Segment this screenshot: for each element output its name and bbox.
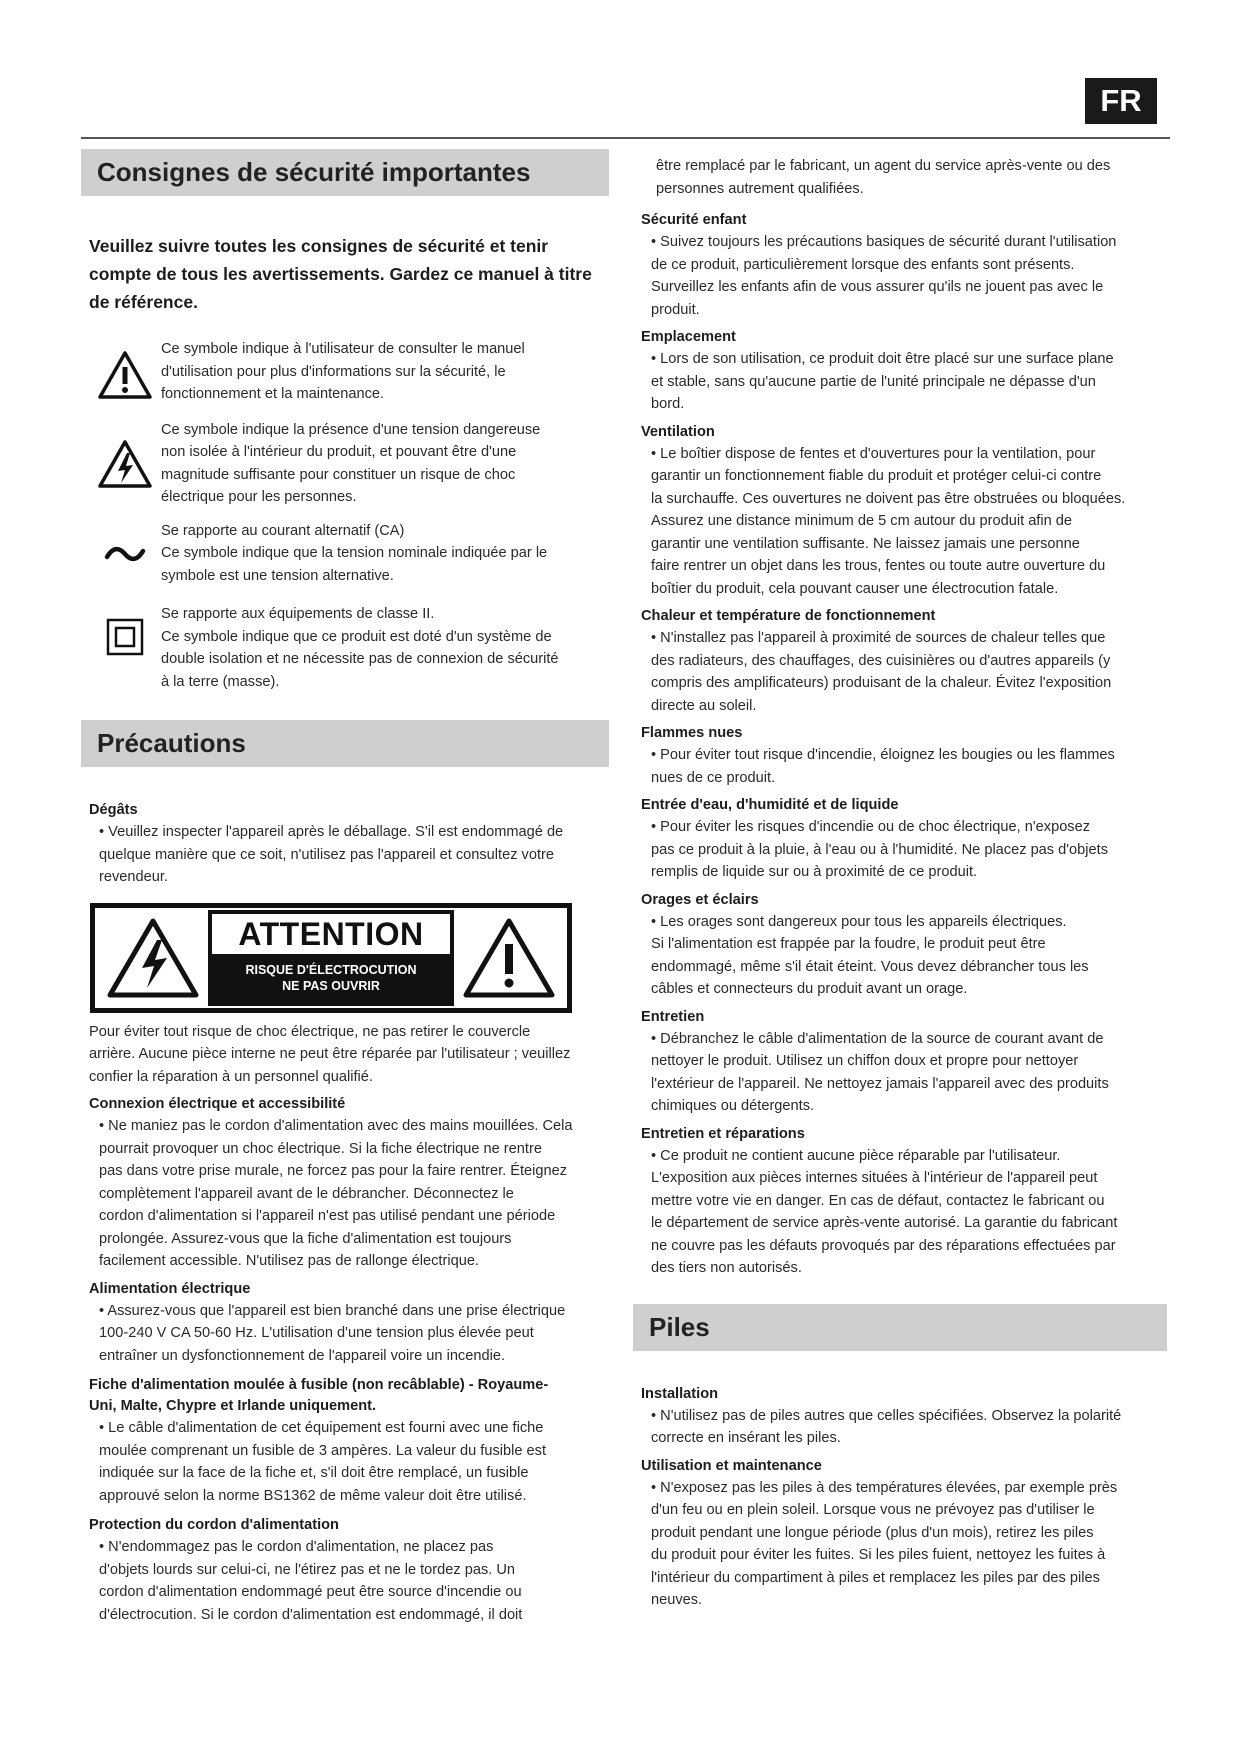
piles-heading: Piles (633, 1304, 1167, 1351)
degats-text: • Veuillez inspecter l'appareil après le déballage. S'il est endommagé de quelque manière que ce soit, n'utilisez pas l'appareil et consultez votre revendeur. (99, 824, 564, 885)
degats-title: Dégâts (89, 802, 138, 818)
attention-center (208, 910, 454, 1006)
connexion-title: Connexion électrique et accessibilité (89, 1096, 346, 1112)
attention-title: ATTENTION (238, 915, 424, 952)
protection-title: Protection du cordon d'alimentation (89, 1517, 339, 1533)
tilde-ac-icon (103, 542, 147, 566)
double-square-icon (105, 617, 145, 657)
alimentation-title: Alimentation électrique (89, 1280, 251, 1297)
eau-title: Entrée d'eau, d'humidité et de liquide (641, 797, 899, 813)
reparations-text: • Ce produit ne contient aucune pièce réparable par l'utilisateur. L'exposition aux pièces internes situées à l'intérieur de l'appareil peut mettre votre vie en danger. En cas de défaut, contactez le fabricant ou le département de service après-vente autorisé. La garantie du fabricant ne couvre pas les défauts provoqués par des réparations effectuées par des tiers non autorisés. (651, 1147, 1118, 1276)
installation-text: • N'utilisez pas de piles autres que celles spécifiées. Observez la polarité correcte en insérant les piles. (651, 1407, 1122, 1446)
attention-subtitle: RISQUE D'ÉLECTROCUTION NE PAS OUVRIR (212, 954, 450, 1002)
symbol-text-voltage: Ce symbole indique la présence d'une tension dangereuse non isolée à l'intérieur du produit, et pouvant être d'une magnitude suffisante pour constituer un risque de choc électrique pour les personnes. (161, 421, 541, 505)
chaleur-text: • N'installez pas l'appareil à proximité de sources de chaleur telles que des radiateurs, des chauffages, des cuisinières ou d'autres appareils (y compris des amplificateurs) produisant de la chaleur. Évitez l'exposition directe au soleil. (651, 630, 1112, 714)
ventilation-text: • Le boîtier dispose de fentes et d'ouvertures pour la ventilation, pour garantir un fonctionnement fiable du produit et protéger celui-ci contre la surchauffe. Ces ouvertures ne doivent pas être obstruées ou bloquées. Assurez une distance minimum de 5 cm autour du produit afin de garantir une ventilation suffisante. Ne laissez jamais une personne faire rentrer un objet dans les trous, fentes ou toute autre ouverture du boîtier du produit, cela pouvant causer une électrocution fatale. (651, 445, 1126, 597)
ventilation-title: Ventilation (641, 423, 715, 440)
utilisation-title: Utilisation et maintenance (641, 1457, 822, 1474)
reparations-title: Entretien et réparations (641, 1125, 805, 1142)
orages-text: • Les orages sont dangereux pour tous les appareils électriques. Si l'alimentation est frappée par la foudre, le produit peut être endommagé, même s'il était éteint. Vous devez débrancher tous les câbles et connecteurs du produit avant un orage. (651, 913, 1089, 997)
warning-triangle-icon (97, 350, 153, 400)
eau-text: • Pour éviter les risques d'incendie ou de choc électrique, n'exposez pas ce produit à la pluie, à l'eau ou à l'humidité. Ne placez pas d'objets remplis de liquide sur ou à proximité de ce produit. (651, 819, 1108, 880)
entretien-text: • Débranchez le câble d'alimentation de la source de courant avant de nettoyer le produit. Utilisez un chiffon doux et propre pour nettoyer l'extérieur de l'appareil. Ne nettoyez jamais l'appareil avec des produits chimiques ou détergents. (651, 1030, 1109, 1114)
flammes-text: • Pour éviter tout risque d'incendie, éloignez les bougies ou les flammes nues de ce produit. (651, 747, 1115, 786)
fiche-title: Fiche d'alimentation moulée à fusible (non recâblable) - Royaume- Uni, Malte, Chypre et Irlande uniquement. (89, 1377, 549, 1414)
emplacement-text: • Lors de son utilisation, ce produit doit être placé sur une surface plane et stable, sans qu'aucune partie de l'unité principale ne dépasse d'un bord. (651, 351, 1114, 412)
enfant-title: Sécurité enfant (641, 212, 747, 228)
lightning-triangle-icon (97, 439, 153, 489)
language-badge: FR (1085, 78, 1157, 124)
symbol-row-class2 (89, 603, 609, 693)
symbol-row-manual (89, 338, 609, 406)
attention-note: Pour éviter tout risque de choc électrique, ne pas retirer le couvercle arrière. Aucune pièce interne ne peut être réparée par l'utilisateur ; veuillez confier la réparation à un personnel qualifié. (89, 1023, 571, 1085)
left-column (81, 149, 609, 1626)
utilisation-text: • N'exposez pas les piles à des températures élevées, par exemple près d'un feu ou en plein soleil. Lorsque vous ne prévoyez pas d'utiliser le produit pendant une longue période (plus d'un mois), retirez les piles du produit pour éviter les fuites. Si les piles fuient, nettoyez les fuites à l'intérieur du compartiment à piles et remplacez les piles par des piles neuves. (651, 1479, 1118, 1608)
connexion-text: • Ne maniez pas le cordon d'alimentation avec des mains mouillées. Cela pourrait provoquer un choc électrique. Si la fiche électrique ne rentre pas dans votre prise murale, ne forcez pas pour la faire rentrer. Éteignez complètement l'appareil avant de le débrancher. Déconnectez le cordon d'alimentation si l'appareil n'est pas utilisé pendant une période prolongée. Assurez-vous que la fiche d'alimentation est toujours facilement accessible. N'utilisez pas de rallonge électrique. (99, 1118, 573, 1269)
symbol-text-ac: Se rapporte au courant alternatif (CA) Ce symbole indique que la tension nominale indiquée par le symbole est une tension alternative. (161, 522, 548, 584)
symbol-text-manual: Ce symbole indique à l'utilisateur de consulter le manuel d'utilisation pour plus d'informations sur la sécurité, le fonctionnement et la maintenance. (161, 341, 525, 402)
enfant-text: • Suivez toujours les précautions basiques de sécurité durant l'utilisation de ce produit, particulièrement lorsque des enfants sont présents. Surveillez les enfants afin de vous assurer qu'ils ne jouent pas avec le produit. (651, 234, 1117, 318)
chaleur-title: Chaleur et température de fonctionnement (641, 608, 936, 624)
alimentation-text: • Assurez-vous que l'appareil est bien branché dans une prise électrique 100-240 V CA 50-60 Hz. L'utilisation d'une tension plus élevée peut entraîner un dysfonctionnement de l'appareil voire un incendie. (99, 1302, 566, 1364)
emplacement-title: Emplacement (641, 329, 736, 345)
precautions-heading: Précautions (81, 720, 609, 767)
attention-label (90, 903, 572, 1013)
protection-text: • N'endommagez pas le cordon d'alimentation, ne placez pas d'objets lourds sur celui-ci, ne l'étirez pas et ne le tordez pas. Un cordon d'alimentation endommagé peut être source d'incendie ou d'électrocution. Si le cordon d'alimentation est endommagé, il doit (99, 1539, 523, 1623)
fiche-text: • Le câble d'alimentation de cet équipement est fourni avec une fiche moulée comprenant un fusible de 3 ampères. La valeur du fusible est indiquée sur la face de la fiche et, s'il doit être remplacé, un fusible approuvé selon la norme BS1362 de même valeur doit être utilisé. (99, 1420, 546, 1504)
orages-title: Orages et éclairs (641, 891, 759, 908)
installation-title: Installation (641, 1385, 719, 1402)
protection-continued: être remplacé par le fabricant, un agent du service après-vente ou des personnes autrement qualifiées. (656, 158, 1111, 197)
lightning-warning-icon (105, 916, 201, 1000)
safety-heading: Consignes de sécurité importantes (81, 149, 609, 196)
exclamation-warning-icon (461, 916, 557, 1000)
intro-text: Veuillez suivre toutes les consignes de sécurité et tenir compte de tous les avertissements. Gardez ce manuel à titre de référence. (89, 236, 592, 312)
right-column (633, 149, 1167, 1612)
symbol-row-voltage (89, 419, 609, 509)
symbol-text-class2: Se rapporte aux équipements de classe II. Ce symbole indique que ce produit est doté d'un système de double isolation et ne nécessite pas de connexion de sécurité à la terre (masse). (161, 606, 559, 690)
entretien-title: Entretien (641, 1008, 705, 1025)
symbol-row-ac (89, 520, 609, 588)
header-rule (81, 137, 1170, 139)
flammes-title: Flammes nues (641, 725, 743, 741)
